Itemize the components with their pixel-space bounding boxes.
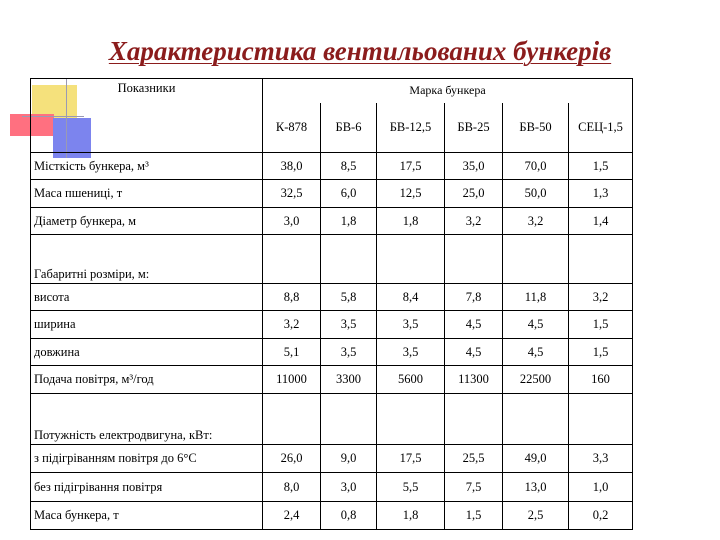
table-cell: 38,0 [263, 153, 321, 180]
table-cell: 25,5 [445, 445, 503, 473]
table-cell: 1,4 [569, 208, 633, 235]
table-cell: 8,5 [321, 153, 377, 180]
table-row [31, 208, 633, 235]
table-cell: 22500 [503, 366, 569, 394]
table-cell: 7,5 [445, 473, 503, 502]
table-cell: 5,5 [377, 473, 445, 502]
row-label-header: Показники [31, 79, 263, 153]
table-cell: 5,1 [263, 339, 321, 366]
table-cell: 4,5 [445, 339, 503, 366]
table-cell: 3,5 [321, 339, 377, 366]
row-label: довжина [31, 339, 263, 366]
section-row [31, 235, 633, 284]
table-cell: 17,5 [377, 445, 445, 473]
table-cell: 3,0 [321, 473, 377, 502]
table-cell: 1,5 [569, 311, 633, 339]
table-cell: 8,4 [377, 284, 445, 311]
table-cell: 11000 [263, 366, 321, 394]
row-label: Маса бункера, т [31, 502, 263, 530]
column-header: СЕЦ-1,5 [569, 103, 633, 153]
row-label: Діаметр бункера, м [31, 208, 263, 235]
table-cell: 1,5 [569, 153, 633, 180]
table-cell: 3,2 [263, 311, 321, 339]
table-cell: 35,0 [445, 153, 503, 180]
table-cell: 50,0 [503, 180, 569, 208]
table-cell: 1,5 [445, 502, 503, 530]
row-label: ширина [31, 311, 263, 339]
table-cell: 25,0 [445, 180, 503, 208]
table-cell: 4,5 [503, 339, 569, 366]
table-cell: 26,0 [263, 445, 321, 473]
table-cell: 3,2 [503, 208, 569, 235]
row-label: Подача повітря, м³/год [31, 366, 263, 394]
table-cell: 7,8 [445, 284, 503, 311]
table-cell: 2,4 [263, 502, 321, 530]
table-cell: 70,0 [503, 153, 569, 180]
table-cell: 1,8 [377, 502, 445, 530]
table-row [31, 339, 633, 366]
table-row [31, 366, 633, 394]
table-cell: 2,5 [503, 502, 569, 530]
table-cell: 0,8 [321, 502, 377, 530]
table-row [31, 180, 633, 208]
table-cell: 12,5 [377, 180, 445, 208]
header-row-group [31, 79, 633, 103]
table-cell: 3,2 [569, 284, 633, 311]
table-cell: 8,8 [263, 284, 321, 311]
table-cell: 4,5 [503, 311, 569, 339]
column-header: К-878 [263, 103, 321, 153]
table-cell: 1,8 [377, 208, 445, 235]
row-label: висота [31, 284, 263, 311]
table-cell: 11300 [445, 366, 503, 394]
row-label: з підігріванням повітря до 6°С [31, 445, 263, 473]
section-label: Потужність електродвигуна, кВт: [31, 394, 263, 445]
column-header: БВ-50 [503, 103, 569, 153]
table-cell: 49,0 [503, 445, 569, 473]
table-row [31, 153, 633, 180]
table-cell: 3,5 [377, 339, 445, 366]
table-row [31, 502, 633, 530]
row-label: Маса пшениці, т [31, 180, 263, 208]
table-cell: 1,8 [321, 208, 377, 235]
section-row [31, 394, 633, 445]
table-cell: 1,3 [569, 180, 633, 208]
column-header: БВ-12,5 [377, 103, 445, 153]
column-header: БВ-6 [321, 103, 377, 153]
table-cell: 17,5 [377, 153, 445, 180]
table-cell: 1,0 [569, 473, 633, 502]
table-cell: 8,0 [263, 473, 321, 502]
bunker-characteristics-table [30, 78, 633, 530]
table-cell: 3,3 [569, 445, 633, 473]
table-cell: 5,8 [321, 284, 377, 311]
row-label: Місткість бункера, м³ [31, 153, 263, 180]
table-cell: 160 [569, 366, 633, 394]
table-row [31, 284, 633, 311]
table-cell: 11,8 [503, 284, 569, 311]
table-cell: 32,5 [263, 180, 321, 208]
row-label: без підігрівання повітря [31, 473, 263, 502]
brand-group-header: Марка бункера [263, 79, 633, 103]
table-cell: 3,5 [321, 311, 377, 339]
table-cell: 3,2 [445, 208, 503, 235]
table-cell: 9,0 [321, 445, 377, 473]
table-cell: 3,0 [263, 208, 321, 235]
table-row [31, 311, 633, 339]
table-row [31, 473, 633, 502]
column-header: БВ-25 [445, 103, 503, 153]
table-cell: 13,0 [503, 473, 569, 502]
table-cell: 3300 [321, 366, 377, 394]
table-cell: 4,5 [445, 311, 503, 339]
table-cell: 3,5 [377, 311, 445, 339]
table-cell: 0,2 [569, 502, 633, 530]
table-row [31, 445, 633, 473]
table-cell: 6,0 [321, 180, 377, 208]
table-cell: 1,5 [569, 339, 633, 366]
table-cell: 5600 [377, 366, 445, 394]
page-title: Характеристика вентильованих бункерів [108, 36, 612, 66]
section-label: Габаритні розміри, м: [31, 235, 263, 284]
